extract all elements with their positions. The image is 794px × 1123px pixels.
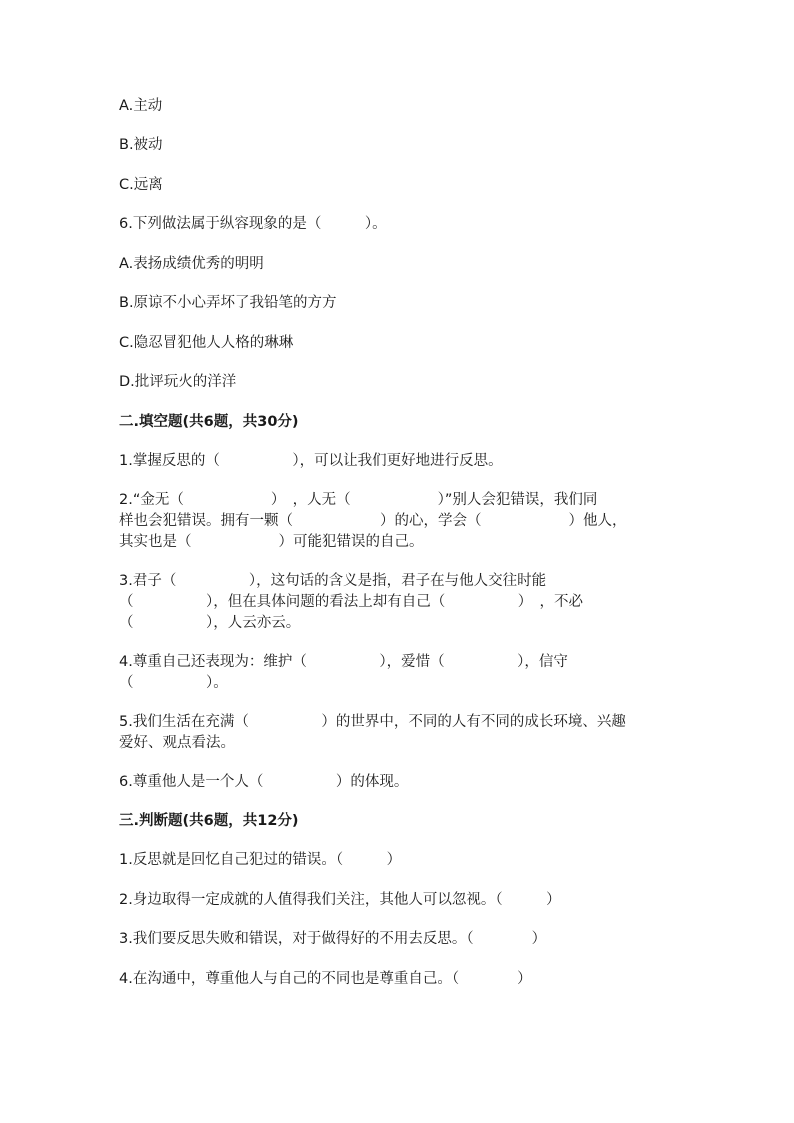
tf-question-2: 2.身边取得一定成就的人值得我们关注，其他人可以忽视。（ ） [119,892,561,908]
fill-question-2-line-1: 2.“金无（ ） ，人无（ ）”别人会犯错误，我们同 [119,492,598,508]
q5-option-a: A.主动 [119,98,163,114]
q6-option-c: C.隐忍冒犯他人人格的琳琳 [119,335,294,351]
q5-option-c: C.远离 [119,177,163,193]
fill-question-5-line-1: 5.我们生活在充满（ ）的世界中，不同的人有不同的成长环境、兴趣 [119,714,626,730]
fill-question-5-line-2: 爱好、观点看法。 [119,735,235,751]
q6-option-d: D.批评玩火的洋洋 [119,374,237,390]
fill-question-1: 1.掌握反思的（ ），可以让我们更好地进行反思。 [119,453,503,469]
mc-question-6: 6.下列做法属于纵容现象的是（ ）。 [119,216,387,232]
fill-question-3-line-3: （ ），人云亦云。 [119,615,301,631]
fill-question-2-line-3: 其实也是（ ）可能犯错误的自己。 [119,534,424,550]
tf-question-3: 3.我们要反思失败和错误，对于做得好的不用去反思。（ ） [119,931,547,947]
tf-question-1: 1.反思就是回忆自己犯过的错误。（ ） [119,852,402,868]
fill-question-4-line-2: （ ）。 [119,675,228,691]
q5-option-b: B.被动 [119,137,163,153]
section-heading-fill-blank: 二.填空题(共6题，共30分) [119,414,299,430]
tf-question-4: 4.在沟通中，尊重他人与自己的不同也是尊重自己。（ ） [119,971,532,987]
fill-question-3-line-1: 3.君子（ ），这句话的含义是指，君子在与他人交往时能 [119,573,547,589]
fill-question-4-line-1: 4.尊重自己还表现为：维护（ ），爱惜（ ），信守 [119,654,568,670]
section-heading-true-false: 三.判断题(共6题，共12分) [119,813,299,829]
fill-question-2-line-2: 样也会犯错误。拥有一颗（ ）的心，学会（ ）他人， [119,513,627,529]
fill-question-3-line-2: （ ），但在具体问题的看法上却有自己（ ） ，不必 [119,594,583,610]
q6-option-a: A.表扬成绩优秀的明明 [119,256,264,272]
fill-question-6: 6.尊重他人是一个人（ ）的体现。 [119,774,409,790]
q6-option-b: B.原谅不小心弄坏了我铅笔的方方 [119,295,337,311]
